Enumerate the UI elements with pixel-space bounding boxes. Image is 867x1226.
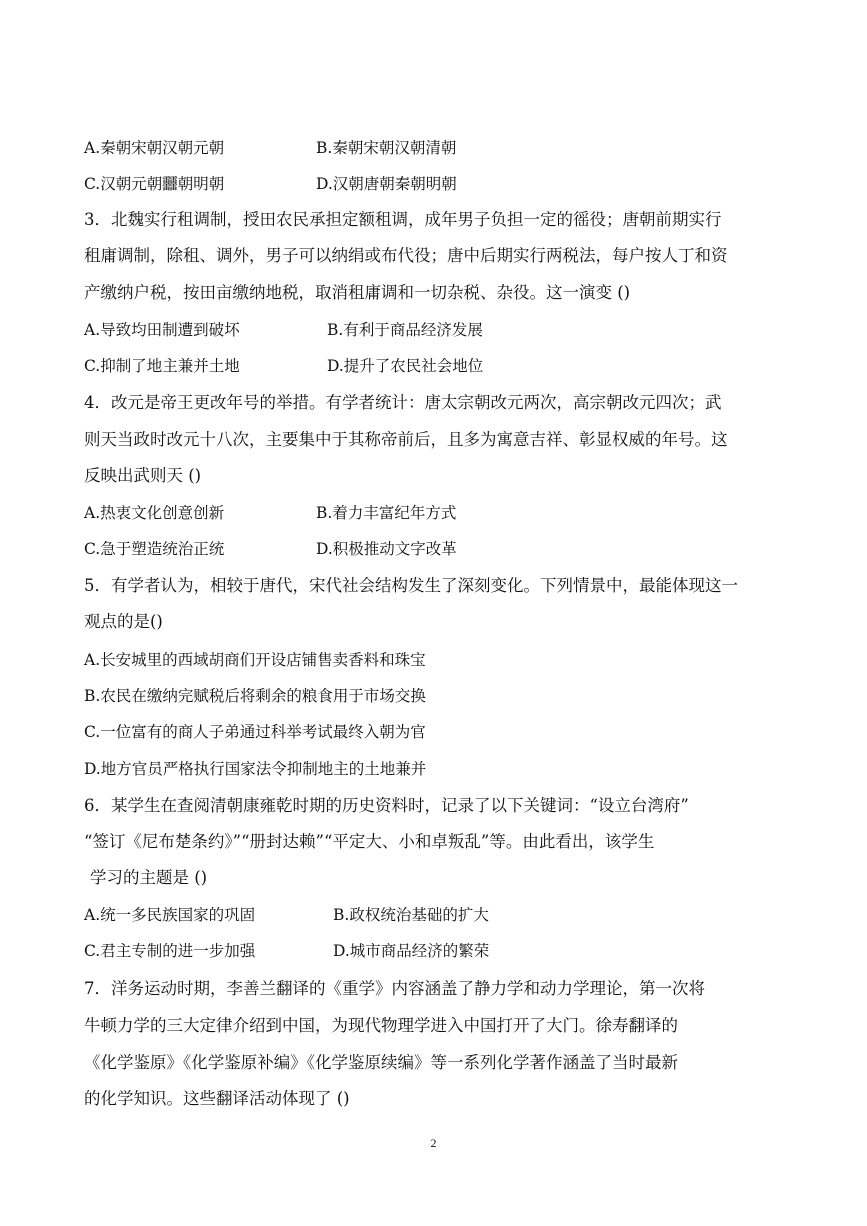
q5-option-c: C.一位富有的商人子弟通过科举考试最终入朝为官 [84, 723, 426, 741]
q3-option-d: D.提升了农民社会地位 [327, 357, 484, 375]
q5-option-b: B.农民在缴纳完赋税后将剩余的粮食用于市场交换 [84, 687, 426, 705]
q7-stem-line-4: 的化学知识。这些翻译活动体现了 () [84, 1089, 350, 1108]
q5-option-d: D.地方官员严格执行国家法令抑制地主的土地兼并 [84, 760, 427, 778]
q5-option-a: A.长安城里的西域胡商们开设店铺售卖香料和珠宝 [84, 651, 426, 669]
q6-option-b: B.政权统治基础的扩大 [333, 906, 489, 924]
q4-stem-line-1: 4．改元是帝王更改年号的举措。有学者统计：唐太宗朝改元两次，高宗朝改元四次；武 [84, 393, 722, 412]
q2-option-d: D.汉朝唐朝秦朝明朝 [316, 175, 457, 193]
q7-stem-line-1: 7．洋务运动时期，李善兰翻译的《重学》内容涵盖了静力学和动力学理论，第一次将 [84, 979, 705, 998]
q3-option-a: A.导致均田制遭到破坏 [84, 321, 240, 339]
q4-option-b: B.着力丰富纪年方式 [316, 504, 457, 522]
q4-option-c: C.急于塑造统治正统 [84, 540, 225, 558]
q4-option-a: A.热衷文化创意创新 [84, 504, 225, 522]
q5-stem-line-2: 观点的是() [84, 612, 163, 631]
q3-option-c: C.抑制了地主兼并土地 [84, 357, 240, 375]
q6-option-d: D.城市商品经济的繁荣 [333, 942, 490, 960]
q3-stem-line-2: 租庸调制，除租、调外，男子可以纳绢或布代役；唐中后期实行两税法，每户按人丁和资 [84, 246, 728, 265]
q4-option-d: D.积极推动文字改革 [316, 540, 457, 558]
q7-stem-line-2: 牛顿力学的三大定律介绍到中国，为现代物理学进入中国打开了大门。徐寿翻译的 [84, 1016, 678, 1035]
q3-stem-line-3: 产缴纳户税，按田亩缴纳地税，取消租庸调和一切杂税、杂役。这一演变 () [84, 283, 631, 302]
q3-stem-line-1: 3．北魏实行租调制，授田农民承担定额租调，成年男子负担一定的徭役；唐朝前期实行 [84, 210, 722, 229]
q5-stem-line-1: 5．有学者认为，相较于唐代，宋代社会结构发生了深刻变化。下列情景中，最能体现这一 [84, 576, 738, 595]
q6-option-c: C.君主专制的进一步加强 [84, 942, 256, 960]
q2-option-b: B.秦朝宋朝汉朝清朝 [316, 139, 457, 157]
q6-option-a: A.统一多民族国家的巩固 [84, 906, 256, 924]
q4-stem-line-2: 则天当政时改元十八次，主要集中于其称帝前后，且多为寓意吉祥、彰显权威的年号。这 [84, 430, 728, 449]
page-number: 2 [430, 1136, 437, 1150]
q2-option-c: C.汉朝元朝䨻朝明朝 [84, 175, 225, 193]
q6-stem-line-3: 学习的主题是 () [90, 868, 208, 887]
q4-stem-line-3: 反映出武则天 () [84, 466, 202, 485]
q6-stem-line-2: “签订《尼布楚条约》”“册封达赖”“平定大、小和卓叛乱”等。由此看出，该学生 [84, 832, 655, 851]
q6-stem-line-1: 6．某学生在查阅清朝康雍乾时期的历史资料时，记录了以下关键词：“设立台湾府” [84, 796, 689, 815]
q2-option-a: A.秦朝宋朝汉朝元朝 [84, 139, 225, 157]
q3-option-b: B.有利于商品经济发展 [327, 321, 483, 339]
q7-stem-line-3: 《化学鉴原》《化学鉴原补编》《化学鉴原续编》等一系列化学著作涵盖了当时最新 [84, 1053, 678, 1072]
